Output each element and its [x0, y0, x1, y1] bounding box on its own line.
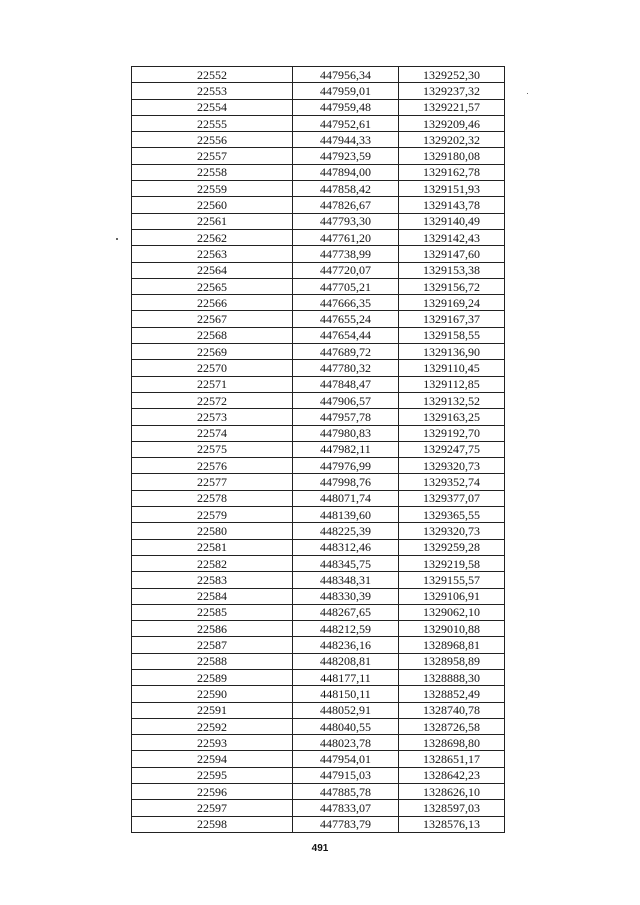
point-id-cell: 22556 [132, 132, 293, 148]
scan-speck [116, 238, 118, 240]
x-coordinate-cell: 447666,35 [293, 295, 399, 311]
point-id-cell: 22598 [132, 816, 293, 832]
x-coordinate-cell: 448345,75 [293, 555, 399, 571]
y-coordinate-cell: 1329158,55 [399, 327, 505, 343]
x-coordinate-cell: 447980,83 [293, 425, 399, 441]
table-row [132, 99, 505, 115]
y-coordinate-cell: 1328958,89 [399, 653, 505, 669]
table-row [132, 686, 505, 702]
point-id-cell: 22559 [132, 181, 293, 197]
x-coordinate-cell: 447858,42 [293, 181, 399, 197]
table-row [132, 669, 505, 685]
table-row [132, 83, 505, 99]
point-id-cell: 22575 [132, 441, 293, 457]
point-id-cell: 22564 [132, 262, 293, 278]
table-row [132, 800, 505, 816]
table-row [132, 392, 505, 408]
y-coordinate-cell: 1329320,73 [399, 523, 505, 539]
x-coordinate-cell: 447959,01 [293, 83, 399, 99]
table-row [132, 376, 505, 392]
point-id-cell: 22578 [132, 490, 293, 506]
y-coordinate-cell: 1329156,72 [399, 278, 505, 294]
x-coordinate-cell: 447976,99 [293, 458, 399, 474]
point-id-cell: 22566 [132, 295, 293, 311]
table-row [132, 441, 505, 457]
table-row [132, 784, 505, 800]
x-coordinate-cell: 448348,31 [293, 572, 399, 588]
y-coordinate-cell: 1329163,25 [399, 409, 505, 425]
point-id-cell: 22568 [132, 327, 293, 343]
point-id-cell: 22593 [132, 735, 293, 751]
point-id-cell: 22582 [132, 555, 293, 571]
y-coordinate-cell: 1329202,32 [399, 132, 505, 148]
table-row [132, 295, 505, 311]
y-coordinate-cell: 1329167,37 [399, 311, 505, 327]
y-coordinate-cell: 1329142,43 [399, 229, 505, 245]
point-id-cell: 22594 [132, 751, 293, 767]
table-row [132, 555, 505, 571]
y-coordinate-cell: 1328726,58 [399, 718, 505, 734]
x-coordinate-cell: 447654,44 [293, 327, 399, 343]
point-id-cell: 22570 [132, 360, 293, 376]
x-coordinate-cell: 447705,21 [293, 278, 399, 294]
y-coordinate-cell: 1328626,10 [399, 784, 505, 800]
x-coordinate-cell: 447957,78 [293, 409, 399, 425]
table-row [132, 637, 505, 653]
point-id-cell: 22590 [132, 686, 293, 702]
x-coordinate-cell: 447956,34 [293, 67, 399, 83]
point-id-cell: 22586 [132, 621, 293, 637]
y-coordinate-cell: 1329112,85 [399, 376, 505, 392]
y-coordinate-cell: 1329155,57 [399, 572, 505, 588]
x-coordinate-cell: 448267,65 [293, 604, 399, 620]
y-coordinate-cell: 1329169,24 [399, 295, 505, 311]
y-coordinate-cell: 1329143,78 [399, 197, 505, 213]
x-coordinate-cell: 447655,24 [293, 311, 399, 327]
table-row [132, 132, 505, 148]
table-row [132, 507, 505, 523]
table-row [132, 148, 505, 164]
point-id-cell: 22565 [132, 278, 293, 294]
point-id-cell: 22591 [132, 702, 293, 718]
point-id-cell: 22597 [132, 800, 293, 816]
x-coordinate-cell: 447894,00 [293, 164, 399, 180]
x-coordinate-cell: 447780,32 [293, 360, 399, 376]
x-coordinate-cell: 448212,59 [293, 621, 399, 637]
table-row [132, 115, 505, 131]
point-id-cell: 22595 [132, 767, 293, 783]
point-id-cell: 22560 [132, 197, 293, 213]
point-id-cell: 22587 [132, 637, 293, 653]
y-coordinate-cell: 1329106,91 [399, 588, 505, 604]
point-id-cell: 22553 [132, 83, 293, 99]
x-coordinate-cell: 448139,60 [293, 507, 399, 523]
x-coordinate-cell: 448040,55 [293, 718, 399, 734]
y-coordinate-cell: 1329192,70 [399, 425, 505, 441]
table-row [132, 539, 505, 555]
table-row [132, 213, 505, 229]
x-coordinate-cell: 447944,33 [293, 132, 399, 148]
x-coordinate-cell: 448208,81 [293, 653, 399, 669]
point-id-cell: 22554 [132, 99, 293, 115]
x-coordinate-cell: 447761,20 [293, 229, 399, 245]
x-coordinate-cell: 447783,79 [293, 816, 399, 832]
y-coordinate-cell: 1329110,45 [399, 360, 505, 376]
x-coordinate-cell: 448052,91 [293, 702, 399, 718]
x-coordinate-cell: 447952,61 [293, 115, 399, 131]
x-coordinate-cell: 447793,30 [293, 213, 399, 229]
table-row [132, 523, 505, 539]
x-coordinate-cell: 447923,59 [293, 148, 399, 164]
point-id-cell: 22557 [132, 148, 293, 164]
coordinates-table [131, 66, 505, 833]
y-coordinate-cell: 1329010,88 [399, 621, 505, 637]
x-coordinate-cell: 447954,01 [293, 751, 399, 767]
x-coordinate-cell: 447833,07 [293, 800, 399, 816]
table-row [132, 621, 505, 637]
x-coordinate-cell: 447906,57 [293, 392, 399, 408]
table-row [132, 164, 505, 180]
y-coordinate-cell: 1328888,30 [399, 669, 505, 685]
point-id-cell: 22555 [132, 115, 293, 131]
table-row [132, 474, 505, 490]
y-coordinate-cell: 1329162,78 [399, 164, 505, 180]
y-coordinate-cell: 1329221,57 [399, 99, 505, 115]
y-coordinate-cell: 1329352,74 [399, 474, 505, 490]
x-coordinate-cell: 448225,39 [293, 523, 399, 539]
point-id-cell: 22592 [132, 718, 293, 734]
x-coordinate-cell: 448330,39 [293, 588, 399, 604]
y-coordinate-cell: 1329140,49 [399, 213, 505, 229]
x-coordinate-cell: 447848,47 [293, 376, 399, 392]
table-row [132, 767, 505, 783]
y-coordinate-cell: 1328740,78 [399, 702, 505, 718]
point-id-cell: 22577 [132, 474, 293, 490]
table-row [132, 197, 505, 213]
page-number: 491 [311, 843, 329, 854]
y-coordinate-cell: 1329153,38 [399, 262, 505, 278]
y-coordinate-cell: 1329365,55 [399, 507, 505, 523]
point-id-cell: 22567 [132, 311, 293, 327]
table-row [132, 409, 505, 425]
x-coordinate-cell: 448150,11 [293, 686, 399, 702]
point-id-cell: 22576 [132, 458, 293, 474]
table-row [132, 229, 505, 245]
table-row [132, 246, 505, 262]
table-row [132, 604, 505, 620]
y-coordinate-cell: 1329151,93 [399, 181, 505, 197]
table-row [132, 262, 505, 278]
table-row [132, 588, 505, 604]
y-coordinate-cell: 1328651,17 [399, 751, 505, 767]
point-id-cell: 22589 [132, 669, 293, 685]
y-coordinate-cell: 1329209,46 [399, 115, 505, 131]
y-coordinate-cell: 1329259,28 [399, 539, 505, 555]
x-coordinate-cell: 447959,48 [293, 99, 399, 115]
table-row [132, 702, 505, 718]
table-row [132, 490, 505, 506]
x-coordinate-cell: 447915,03 [293, 767, 399, 783]
x-coordinate-cell: 448236,16 [293, 637, 399, 653]
y-coordinate-cell: 1328576,13 [399, 816, 505, 832]
y-coordinate-cell: 1328642,23 [399, 767, 505, 783]
y-coordinate-cell: 1328698,80 [399, 735, 505, 751]
y-coordinate-cell: 1329136,90 [399, 344, 505, 360]
table-row [132, 181, 505, 197]
y-coordinate-cell: 1329219,58 [399, 555, 505, 571]
point-id-cell: 22581 [132, 539, 293, 555]
y-coordinate-cell: 1329180,08 [399, 148, 505, 164]
y-coordinate-cell: 1329062,10 [399, 604, 505, 620]
point-id-cell: 22579 [132, 507, 293, 523]
point-id-cell: 22572 [132, 392, 293, 408]
x-coordinate-cell: 447738,99 [293, 246, 399, 262]
table-body [132, 67, 505, 833]
y-coordinate-cell: 1328597,03 [399, 800, 505, 816]
point-id-cell: 22596 [132, 784, 293, 800]
y-coordinate-cell: 1329237,32 [399, 83, 505, 99]
y-coordinate-cell: 1329147,60 [399, 246, 505, 262]
x-coordinate-cell: 447982,11 [293, 441, 399, 457]
x-coordinate-cell: 447689,72 [293, 344, 399, 360]
table-row [132, 327, 505, 343]
table-row [132, 344, 505, 360]
table-row [132, 653, 505, 669]
point-id-cell: 22583 [132, 572, 293, 588]
point-id-cell: 22552 [132, 67, 293, 83]
point-id-cell: 22585 [132, 604, 293, 620]
x-coordinate-cell: 447885,78 [293, 784, 399, 800]
x-coordinate-cell: 447998,76 [293, 474, 399, 490]
table-row [132, 751, 505, 767]
y-coordinate-cell: 1329247,75 [399, 441, 505, 457]
x-coordinate-cell: 448023,78 [293, 735, 399, 751]
table-row [132, 458, 505, 474]
point-id-cell: 22573 [132, 409, 293, 425]
y-coordinate-cell: 1329132,52 [399, 392, 505, 408]
table-row [132, 360, 505, 376]
point-id-cell: 22558 [132, 164, 293, 180]
point-id-cell: 22561 [132, 213, 293, 229]
point-id-cell: 22571 [132, 376, 293, 392]
point-id-cell: 22562 [132, 229, 293, 245]
table-row [132, 572, 505, 588]
point-id-cell: 22588 [132, 653, 293, 669]
table-row [132, 311, 505, 327]
scan-speck [527, 93, 528, 94]
y-coordinate-cell: 1329320,73 [399, 458, 505, 474]
table-row [132, 67, 505, 83]
y-coordinate-cell: 1329377,07 [399, 490, 505, 506]
x-coordinate-cell: 448312,46 [293, 539, 399, 555]
x-coordinate-cell: 448071,74 [293, 490, 399, 506]
y-coordinate-cell: 1328852,49 [399, 686, 505, 702]
x-coordinate-cell: 447826,67 [293, 197, 399, 213]
table-row [132, 425, 505, 441]
x-coordinate-cell: 448177,11 [293, 669, 399, 685]
y-coordinate-cell: 1328968,81 [399, 637, 505, 653]
point-id-cell: 22574 [132, 425, 293, 441]
point-id-cell: 22580 [132, 523, 293, 539]
point-id-cell: 22563 [132, 246, 293, 262]
table-row [132, 718, 505, 734]
table-row [132, 735, 505, 751]
table-row [132, 278, 505, 294]
y-coordinate-cell: 1329252,30 [399, 67, 505, 83]
x-coordinate-cell: 447720,07 [293, 262, 399, 278]
table-row [132, 816, 505, 832]
point-id-cell: 22569 [132, 344, 293, 360]
point-id-cell: 22584 [132, 588, 293, 604]
